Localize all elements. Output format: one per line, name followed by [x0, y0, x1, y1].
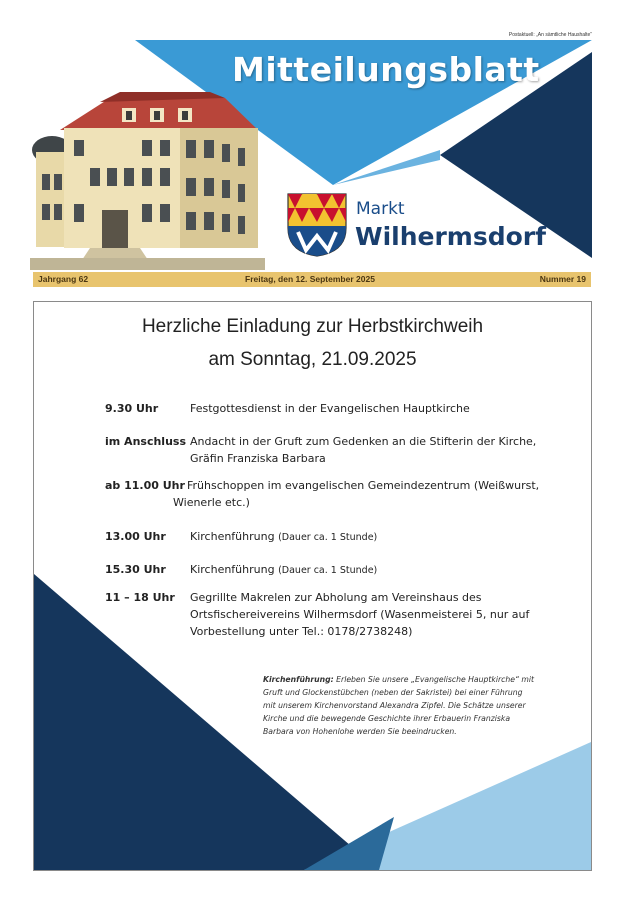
tour-note — [263, 673, 539, 738]
schedule-desc — [190, 528, 377, 546]
coat-of-arms-icon — [286, 192, 348, 258]
schedule-desc: Frühschoppen im evangelischen Gemeindezentrum (Weißwurst, — [187, 479, 540, 492]
schedule-item — [105, 528, 565, 546]
issue-date: Freitag, den 12. September 2025 — [245, 274, 375, 284]
schedule-time: 13.00 Uhr — [105, 530, 166, 543]
schedule-desc — [190, 561, 377, 579]
note-label: Kirchenführung: — [263, 675, 334, 684]
schedule-desc: Andacht in der Gruft zum Gedenken an die Stifterin der Kirche, — [190, 435, 537, 448]
headline-line-2: am Sonntag, 21.09.2025 — [208, 349, 417, 370]
schedule-item — [105, 400, 565, 418]
note-line: Gruft und Glockenstübchen (neben der Sakristei) bei einer Führung — [263, 688, 523, 697]
schedule-desc-cont: Ortsfischereivereins Wilhermsdorf (Wasenmeisterei 5, nur auf — [190, 608, 530, 621]
schedule-time: 11 – 18 Uhr — [105, 591, 175, 604]
issue-number: Nummer 19 — [539, 274, 586, 284]
castle-building-photo — [30, 92, 265, 270]
invitation-box — [33, 301, 592, 871]
schedule-time: ab 11.00 Uhr — [105, 479, 185, 492]
schedule-time: 9.30 Uhr — [105, 402, 159, 415]
note-line: mit unserem Kirchenvorstand Alexandra Zipfel. Die Schätze unserer — [263, 701, 526, 710]
schedule-item — [105, 477, 565, 513]
schedule-desc-cont: Vorbestellung unter Tel.: 0178/2738248) — [190, 625, 413, 638]
volume-label: Jahrgang 62 — [38, 274, 89, 284]
postal-note: Postaktuell: „An sämtliche Haushalte“ — [508, 32, 592, 38]
schedule-activity: Kirchenführung — [190, 530, 275, 543]
schedule-desc: Festgottesdienst in der Evangelischen Hauptkirche — [190, 402, 470, 415]
schedule-item — [105, 589, 575, 643]
schedule-activity: Kirchenführung — [190, 563, 275, 576]
schedule-duration: (Dauer ca. 1 Stunde) — [278, 532, 378, 543]
schedule-item — [105, 433, 565, 469]
municipality-name: Wilhermsdorf — [355, 222, 547, 251]
note-line: Kirche und die bewegende Geschichte ihrer Erbauerin Franziska — [263, 714, 511, 723]
schedule-time: im Anschluss — [105, 435, 187, 448]
note-line: Erleben Sie unsere „Evangelische Hauptkirche“ mit — [336, 675, 535, 684]
masthead-title: Mitteilungsblatt — [232, 50, 540, 89]
schedule-desc-cont: Wienerle etc.) — [173, 496, 250, 509]
decorative-triangles — [34, 302, 591, 870]
schedule-duration: (Dauer ca. 1 Stunde) — [278, 565, 378, 576]
municipality-prefix: Markt — [356, 199, 405, 219]
schedule-desc-cont: Gräfin Franziska Barbara — [190, 452, 326, 465]
info-bar — [33, 272, 591, 287]
note-line: Barbara von Hohenlohe werden Sie beeindrucken. — [263, 727, 457, 736]
schedule-item — [105, 561, 565, 579]
schedule-desc: Gegrillte Makrelen zur Abholung am Vereinshaus des — [190, 591, 482, 604]
headline-line-1: Herzliche Einladung zur Herbstkirchweih — [141, 316, 484, 337]
schedule-time: 15.30 Uhr — [105, 563, 166, 576]
